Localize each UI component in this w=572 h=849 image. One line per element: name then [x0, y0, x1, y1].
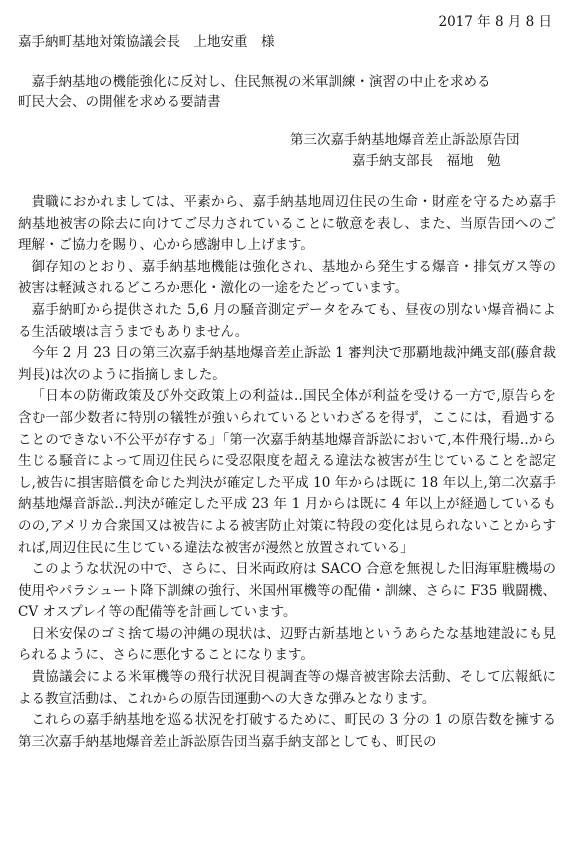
subject-line-1: 嘉手納基地の機能強化に反対し、住民無視の米軍訓練・演習の中止を求める — [31, 74, 491, 90]
document-subject — [18, 72, 556, 112]
paragraph-council-activities: 貴協議会による米軍機等の飛行状況目視調査等の爆音被害除去活動、そして広報紙による教宣活動は、これからの原告団運動への大きな弾みとなります。 — [18, 669, 556, 707]
sender-block — [18, 130, 556, 172]
document-body — [18, 192, 556, 753]
paragraph-okinawa-status: 日米安保のゴミ捨て場の沖縄の現状は、辺野古新基地というあらたな基地建設にも見られるように、さらに悪化することになります。 — [18, 625, 556, 664]
paragraph-court-ruling: 今年 2 月 23 日の第三次嘉手納基地爆音差止訴訟 1 審判決で那覇地裁沖縄支部(藤倉裁判長)は次のように指摘しました。 — [18, 345, 556, 383]
addressee: 嘉手納町基地対策協議会長 上地安重 様 — [18, 34, 275, 50]
paragraph-request-intro: これらの嘉手納基地を巡る状況を打破するために、町民の 3 分の 1 の原告数を擁する第三次嘉手納基地爆音差止訴訟原告団当嘉手納支部としても、町民の — [18, 712, 556, 750]
subject-line-2: 町民大会、の開催を求める要請書 — [18, 94, 221, 110]
paragraph-base-strengthening: 御存知のとおり、嘉手納基地機能は強化され、基地から発生する爆音・排気ガス等の被害は軽減されるどころか悪化・激化の一途をたどっています。 — [18, 258, 556, 297]
paragraph-noise-data: 嘉手納町から提供された 5,6 月の騒音測定データをみても、昼夜の別ない爆音禍による生活破壊は言うまでもありません。 — [18, 301, 556, 340]
sender-organization: 第三次嘉手納基地爆音差止訴訟原告団 — [290, 132, 520, 148]
paragraph-gratitude: 貴職におかれましては、平素から、嘉手納基地周辺住民の生命・財産を守るため嘉手納基地被害の除去に向けてご尽力されていることに敬意を表し、また、当原告団へのご理解・ご協力を賜り、心から感謝申し上げます。 — [18, 194, 556, 254]
document-date: 2017 年 8 月 8 日 — [438, 14, 552, 30]
paragraph-ruling-quote: 「日本の防衛政策及び外交政策上の利益は‥国民全体が利益を受ける一方で,原告らを含む一部少数者に特別の犠牲が強いられているといわざるを得ず，ここには，看過することのできない不公平が存する」「第一次嘉手納基地爆音訴訟において,本件飛行場‥から生じる騒音によって周辺住民らに受忍限度を超える違法な被害が生じていることを認定し,被告に損害賠償を命じた判決が確定した平成 10 年からは既に 18 年以上,第二次嘉手納基地爆音訴訟‥判決が確定した平成 23 年 1 月からは既に 4 年以上が経過しているものの,アメリカ合衆国又は被告による被害防止対策に特段の変化は見られないことからすれば,周辺住民に生じている違法な被害が漫然と放置されている」 — [18, 388, 556, 556]
paragraph-situation: このような状況の中で、さらに、日米両政府は SACO 合意を無視した旧海軍駐機場の使用やパラシュート降下訓練の強行、米国州軍機等の配備・訓練、さらに F35 戦闘機、CV オスプレイ等の配備等を計画しています。 — [18, 561, 556, 621]
sender-representative: 嘉手納支部長 福地 勉 — [352, 153, 501, 169]
